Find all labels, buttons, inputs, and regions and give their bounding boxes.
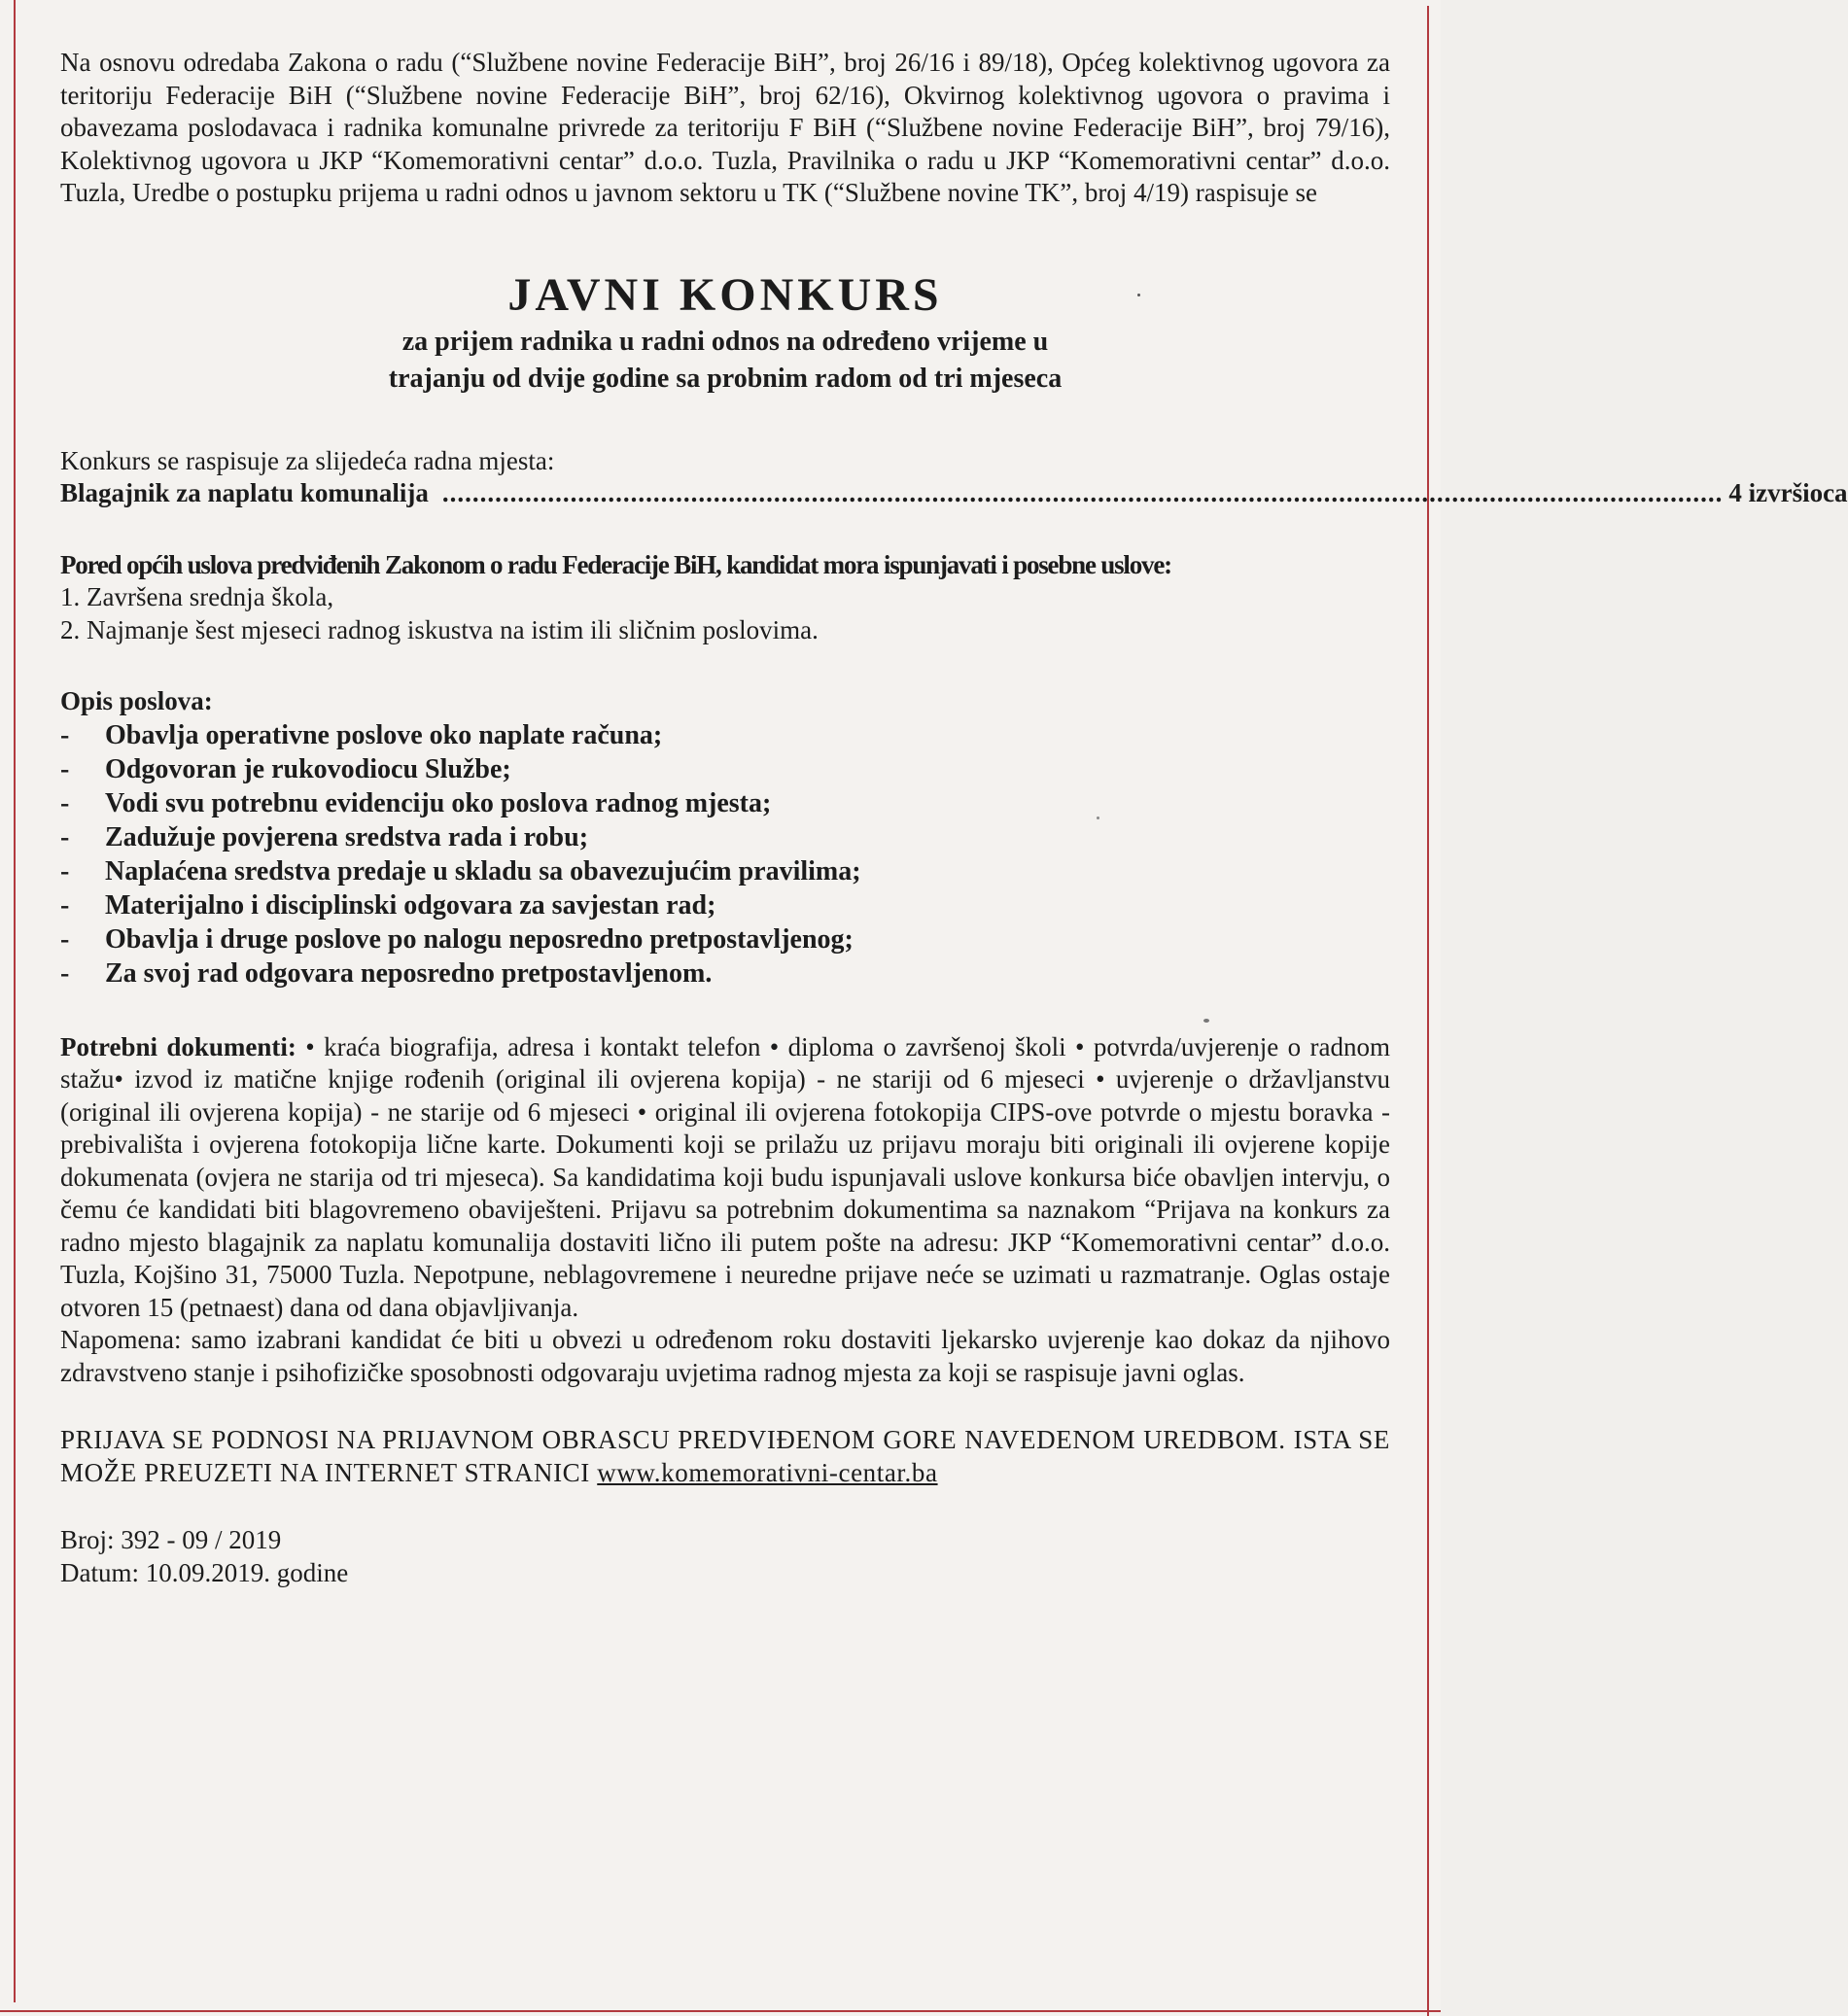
frame-bottom-border bbox=[0, 2010, 1441, 2012]
documents-label: Potrebni dokumenti: bbox=[60, 1031, 296, 1061]
website-link[interactable]: www.komemorativni-centar.ba bbox=[597, 1457, 938, 1487]
position-name: Blagajnik za naplatu komunalija bbox=[60, 478, 429, 507]
intro-paragraph: Na osnovu odredaba Zakona o radu (“Službene novine Federacije BiH”, broj 26/16 i 89/18), Općeg kolektivnog ugovora za teritoriju Federacije BiH (“Službene novine Federacije BiH”, broj 62/16), Okvirnog kolektivnog ugovora o pravima i obavezama poslodavaca i radnika komunalne privrede za teritoriju F BiH (“Službene novine Federacije BiH”, broj 79/16), Kolektivnog ugovora u JKP “Komemorativni centar” d.o.o. Tuzla, Pravilnika o radu u JKP “Komemorativni centar” d.o.o. Tuzla, Uredbe o postupku prijema u radni odnos u javnom sektoru u TK (“Službene novine TK”, broj 4/19) raspisuje se bbox=[60, 48, 1390, 207]
frame-left-border bbox=[14, 0, 16, 2002]
duty-item: - Obavlja i druge poslove po nalogu neposredno pretpostavljenog; bbox=[60, 923, 854, 955]
positions-intro: Konkurs se raspisuje za slijedeća radna mjesta: bbox=[60, 445, 555, 475]
reference-number: Broj: 392 - 09 / 2019 bbox=[60, 1525, 282, 1554]
duty-item: - Odgovoran je rukovodiocu Službe; bbox=[60, 753, 511, 784]
duties-heading: Opis poslova: bbox=[60, 686, 213, 715]
announcement-body bbox=[60, 47, 1848, 1589]
condition-item: 1. Završena srednja škola, bbox=[60, 582, 334, 611]
documents-text: • kraća biografija, adresa i kontakt telefon • diploma o završenoj školi • potvrda/uvjerenje o radnom stažu• izvod iz matične knjige rođenih (original ili ovjerena kopija) - ne stariji od 6 mjeseci • uvjerenje o državljanstvu (original ili ovjerena kopija) - ne starije od 6 mjeseci • original ili ovjerena fotokopija CIPS-ove potvrde o mjestu boravka - prebivališta i ovjerena fotokopija lične karte. Dokumenti koji se prilažu uz prijavu moraju biti originali ili ovjerene kopije dokumenata (ovjera ne starija od tri mjeseca). Sa kandidatima koji budu ispunjavali uslove konkursa biće obavljen intervju, o čemu će kandidati biti blagovremeno obaviješteni. Prijavu sa potrebnim dokumentima sa naznakom “Prijava na konkurs za radno mjesto blagajnik za naplatu komunalija dostaviti lično ili putem pošte na adresu: JKP “Komemorativni centar” d.o.o. Tuzla, Kojšino 31, 75000 Tuzla. Nepotpune, neblagovremene i neuredne prijave neće se uzimati u razmatranje. Oglas ostaje otvoren 15 (petnaest) dana od dana objavljivanja. bbox=[60, 1031, 1390, 1322]
conditions-heading: Pored općih uslova predviđenih Zakonom o radu Federacije BiH, kandidat mora ispunjavati i posebne uslove: bbox=[60, 549, 1171, 579]
document-date: Datum: 10.09.2019. godine bbox=[60, 1557, 349, 1587]
condition-item: 2. Najmanje šest mjeseci radnog iskustva na istim ili sličnim poslovima. bbox=[60, 614, 819, 644]
duty-item: - Za svoj rad odgovara neposredno pretpostavljenom. bbox=[60, 957, 713, 989]
duty-item: - Naplaćena sredstva predaje u skladu sa obavezujućim pravilima; bbox=[60, 855, 861, 886]
duty-item: - Materijalno i disciplinski odgovara za savjestan rad; bbox=[60, 889, 716, 921]
duty-item: - Vodi svu potrebnu evidenciju oko poslova radnog mjesta; bbox=[60, 787, 772, 818]
announcement-title: JAVNI KONKURS bbox=[507, 268, 943, 321]
announcement-subtitle-line-2: trajanju od dvije godine sa probnim radom od tri mjeseca bbox=[388, 363, 1063, 394]
documents-paragraph bbox=[60, 1031, 1390, 1325]
announcement-subtitle-line-1: za prijem radnika u radni odnos na određeno vrijeme u bbox=[401, 326, 1049, 357]
duty-item: - Zadužuje povjerena sredstva rada i robu; bbox=[60, 821, 589, 852]
duty-item: - Obavlja operativne poslove oko naplate računa; bbox=[60, 719, 663, 750]
position-row bbox=[60, 477, 1848, 510]
frame-right-border bbox=[1427, 6, 1429, 2016]
application-paragraph bbox=[60, 1424, 1390, 1489]
position-count: 4 izvršioca bbox=[1728, 478, 1848, 507]
application-text: PRIJAVA SE PODNOSI NA PRIJAVNOM OBRASCU PREDVIĐENOM GORE NAVEDENOM UREDBOM. ISTA SE MOŽE PREUZETI NA INTERNET STRANICI bbox=[60, 1425, 1390, 1487]
note-paragraph: Napomena: samo izabrani kandidat će biti u obvezi u određenom roku dostaviti ljekarsko uvjerenje kao dokaz da njihovo zdravstveno stanje i psihofizičke sposobnosti odgovaraju uvjetima radnog mjesta za koji se raspisuje javni oglas. bbox=[60, 1325, 1390, 1387]
position-leader-dots: .......................................................................................................................................................................... bbox=[441, 478, 1724, 507]
